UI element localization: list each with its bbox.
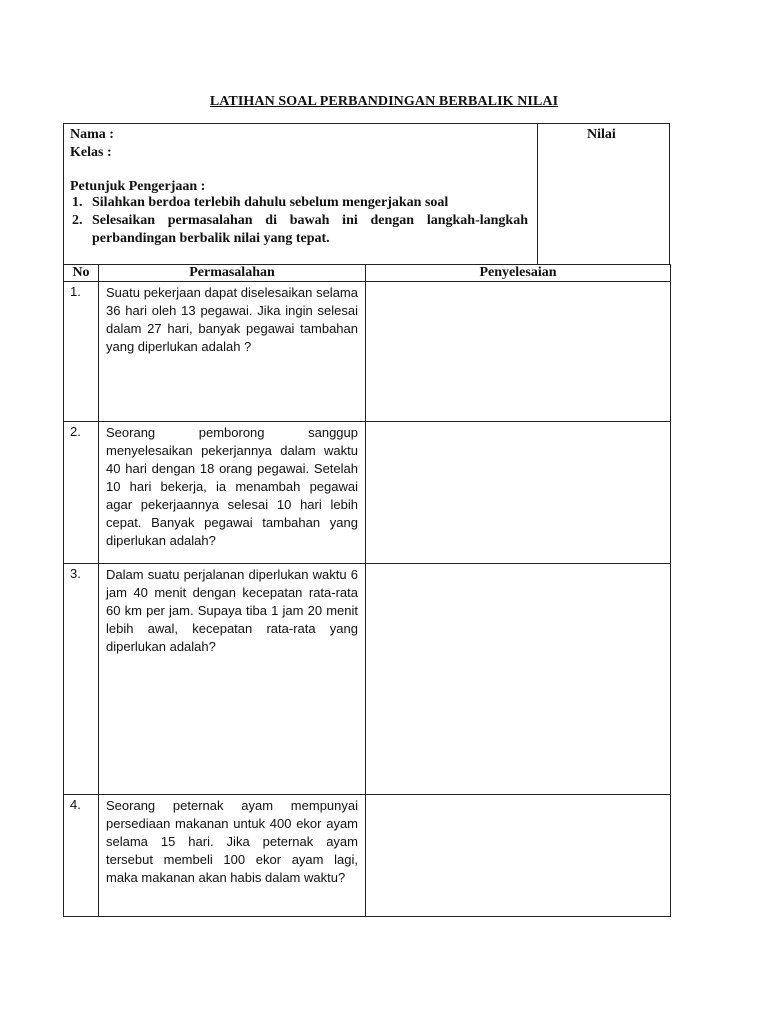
score-divider xyxy=(537,124,538,264)
solution-cell[interactable] xyxy=(366,422,671,564)
table-row xyxy=(64,282,671,422)
instruction-item xyxy=(72,212,528,248)
table-header-row xyxy=(64,265,671,282)
solution-cell[interactable] xyxy=(366,795,671,917)
column-header-solution: Penyelesaian xyxy=(366,265,671,282)
column-header-no: No xyxy=(64,265,99,282)
problem-text: Suatu pekerjaan dapat diselesaikan selama 36 hari oleh 13 pegawai. Jika ingin selesai dalam 27 hari, banyak pegawai tambahan yang diperlukan adalah ? xyxy=(99,282,366,422)
score-label: Nilai xyxy=(587,127,616,142)
problem-text: Seorang pemborong sanggup menyelesaikan pekerjannya dalam waktu 40 hari dengan 18 orang pegawai. Setelah 10 hari bekerja, ia menambah pegawai agar pekerjaannya selesai 10 hari lebih cepat. Banyak pegawai tambahan yang diperlukan adalah? xyxy=(99,422,366,564)
problem-number: 4. xyxy=(64,795,99,917)
instruction-text: Silahkan berdoa terlebih dahulu sebelum mengerjakan soal xyxy=(92,195,449,210)
problem-text: Seorang peternak ayam mempunyai persediaan makanan untuk 400 ekor ayam selama 15 hari. Jika peternak ayam tersebut membeli 100 ekor ayam lagi, maka makanan akan habis dalam waktu? xyxy=(99,795,366,917)
instruction-text: Selesaikan permasalahan di bawah ini dengan langkah-langkah perbandingan berbalik nilai yang tepat. xyxy=(92,213,528,246)
solution-cell[interactable] xyxy=(366,282,671,422)
instructions-heading: Petunjuk Pengerjaan : xyxy=(70,179,206,194)
student-info-box xyxy=(63,123,670,265)
problem-text: Dalam suatu perjalanan diperlukan waktu 6 jam 40 menit dengan kecepatan rata-rata 60 km per jam. Supaya tiba 1 jam 20 menit lebih awal, kecepatan rata-rata yang diperlukan adalah? xyxy=(99,564,366,795)
problem-number: 3. xyxy=(64,564,99,795)
problems-table xyxy=(63,264,671,917)
table-row xyxy=(64,422,671,564)
problem-number: 1. xyxy=(64,282,99,422)
table-row xyxy=(64,795,671,917)
class-label: Kelas : xyxy=(70,145,112,160)
instructions-list xyxy=(72,194,528,248)
table-row xyxy=(64,564,671,795)
instruction-item xyxy=(72,194,528,212)
solution-cell[interactable] xyxy=(366,564,671,795)
instruction-number: 1. xyxy=(72,195,83,210)
worksheet-title: LATIHAN SOAL PERBANDINGAN BERBALIK NILAI xyxy=(209,94,559,109)
problem-number: 2. xyxy=(64,422,99,564)
name-label: Nama : xyxy=(70,127,114,142)
instruction-number: 2. xyxy=(72,213,83,228)
column-header-problem: Permasalahan xyxy=(99,265,366,282)
